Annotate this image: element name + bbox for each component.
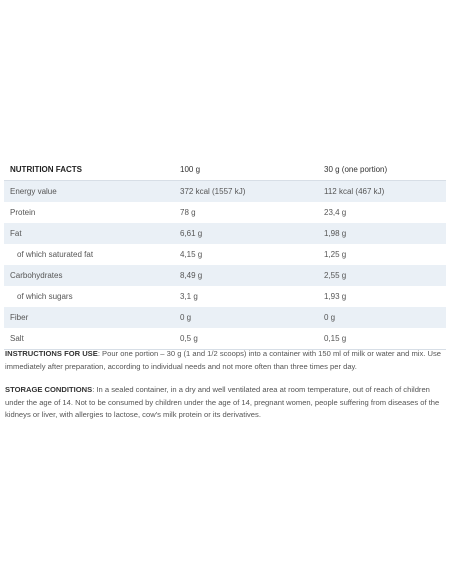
storage-text: : In a sealed container, in a dry and well ventilated area at room temperature, out of reach of children under the age of 14. Not to be consumed by children under the age of 14, pregnant women, people suffering from diseases of the kidneys or liver, with allergies to lactose, cow's milk protein or its derivatives. xyxy=(5,385,440,419)
table-row-sugars xyxy=(4,286,446,307)
value-per-100g: 4,15 g xyxy=(180,250,203,259)
value-per-100g: 0 g xyxy=(174,307,318,328)
value-per-portion: 2,55 g xyxy=(318,265,446,286)
value-per-100g: 372 kcal (1557 kJ) xyxy=(174,181,318,203)
table-row-salt xyxy=(4,328,446,350)
storage-paragraph xyxy=(5,384,447,422)
value-per-portion: 23,4 g xyxy=(324,208,347,217)
column-header-100g: 100 g xyxy=(180,165,201,174)
value-per-portion: 0,15 g xyxy=(324,334,347,343)
value-per-portion: 0 g xyxy=(318,307,446,328)
instructions-text: : Pour one portion – 30 g (1 and 1/2 scoops) into a container with 150 ml of milk or water and mix. Use immediately after preparation, according to individual needs and not more often than three times per day. xyxy=(5,349,441,371)
row-label: Energy value xyxy=(4,181,174,203)
value-per-100g: 6,61 g xyxy=(174,223,318,244)
table-row-saturated-fat xyxy=(4,244,446,265)
value-per-portion: 1,25 g xyxy=(324,250,347,259)
storage-heading: STORAGE CONDITIONS xyxy=(5,385,93,394)
row-label: Protein xyxy=(10,208,36,217)
row-label: Fat xyxy=(4,223,174,244)
value-per-100g: 0,5 g xyxy=(180,334,198,343)
instructions-heading: INSTRUCTIONS FOR USE xyxy=(5,349,98,358)
row-label: Carbohydrates xyxy=(4,265,174,286)
table-header-row xyxy=(4,159,446,181)
table-row-energy xyxy=(4,181,446,203)
value-per-portion: 1,98 g xyxy=(318,223,446,244)
table-row-fiber xyxy=(4,307,446,328)
value-per-100g: 78 g xyxy=(180,208,196,217)
column-header-portion: 30 g (one portion) xyxy=(324,165,388,174)
nutrition-facts-heading: NUTRITION FACTS xyxy=(10,165,82,174)
value-per-portion: 112 kcal (467 kJ) xyxy=(318,181,446,203)
value-per-portion: 1,93 g xyxy=(324,292,347,301)
table-row-protein xyxy=(4,202,446,223)
value-per-100g: 8,49 g xyxy=(174,265,318,286)
value-per-100g: 3,1 g xyxy=(180,292,198,301)
row-label: of which sugars xyxy=(17,292,73,301)
row-label: of which saturated fat xyxy=(17,250,94,259)
table-row-fat xyxy=(4,223,446,244)
instructions-paragraph xyxy=(5,348,447,373)
nutrition-facts-table xyxy=(4,159,446,350)
row-label: Fiber xyxy=(4,307,174,328)
table-row-carbohydrates xyxy=(4,265,446,286)
row-label: Salt xyxy=(10,334,24,343)
